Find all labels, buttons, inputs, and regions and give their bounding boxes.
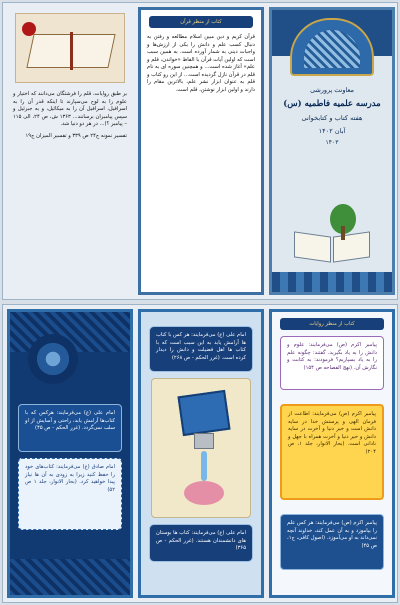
quote-card: امام صادق (ع) می‌فرمایند: کتاب‌های خود را حفظ کنید زیرا به زودی به آن ها نیاز پیدا خواهید کرد. (بحار الانوار، جلد ۱ ص ۵۲): [18, 458, 122, 530]
panel-bottom-left: [7, 309, 133, 598]
quote-card: امام علی (ع) می‌فرمایند: کتاب ها بوستان های دانشمندان هستند. (غرر الحکم - ص ۳۶۵): [149, 524, 253, 562]
book-tree-illustration: [292, 204, 372, 266]
paragraph: بر طبق روایات، قلم را فرشتگان می‌دانند که اختیار و علوم را به لوح می‌سپارند تا اینکه قدر آن را به اسرافیل، اسرافیل آن را به میکائیل، و به جبرئیل و سپس پیامبران برسانند... ۱۳۶۳ ش، ص ۲۴، الی ۱۱۵ – پیامبر ؟)... در هر دو دنیا شد.: [13, 91, 127, 128]
brain-icon: [184, 481, 224, 505]
book-faucet-illustration: [151, 378, 251, 518]
citation: تفسیر نمونه ج۲۴ ص ۳۳۹ و تفسیر المیزان ج۱۹: [25, 132, 127, 139]
book-page-left: [294, 231, 331, 262]
panel-top-left: [7, 7, 133, 295]
panel-top-middle: [138, 7, 264, 295]
quote-card: پیامبر اکرم (ص) می‌فرمایند: علوم و دانش را به یاد بگیرید. گفتند: چگونه علم را به یاد بسپاریم؟ فرمودند: به کتابت و نگارش آن. (نهج الفصاحه ص ۱۵۴): [280, 336, 384, 390]
section-header: کتاب از منظر روایات: [280, 318, 384, 330]
department-name: معاونت پرورشی: [310, 86, 354, 94]
tree-trunk: [341, 226, 345, 240]
quote-card: پیامبر اکرم (ص) می‌فرمایند: هر کس علم را بیاموزد و به آن عمل کند، خداوند آنچه نمی‌داند به او می‌آموزد. (اصول کافی، ج۱، ص ۴۵): [280, 514, 384, 570]
book-page-right: [333, 231, 370, 262]
event-title: هفته کتاب و کتابخوانی: [301, 114, 363, 123]
panel-cover: [269, 7, 395, 295]
brochure-inside: [2, 304, 398, 603]
cover-footer-band: [272, 272, 392, 292]
body-text: قرآن کریم و دین مبین اسلام مطالعه و رفتن به دنبال کسب علم و دانش را یکی از ارزش‌ها و واجبات دینی به شمار آورده است. به همین سبب است که اولین آیات قرآن با الفاظ «خواندن، قلم و علم» آغاز شده است... و همچنین سوره ای به نام قلم در قرآن نازل گردیده است... از این رو کتاب و قلم به عنوان ابزار نشر علم، بالاترین مقام را دارند و اولین ابزار نوشتن، قلم است.: [147, 34, 255, 93]
ribbon-bookmark: [70, 32, 73, 70]
school-name: مدرسه علمیه فاطمیه (س): [283, 99, 381, 110]
quote-card: امام علی (ع) می‌فرمایند: هرکس که با کتاب‌ها آرامش یابد، راحتی و آسایش از او سلب نمی‌گردد. (غرر الحکم - ص ۴۵): [18, 404, 122, 452]
quote-card: امام علی (ع) می‌فرمایند: هر کس با کتاب ها آرامش یابد به این سبب است که با کتاب ها اهل فضیلت و دانش را دیدار کرده است. (غرر الحکم - ص ۲۶۸): [149, 326, 253, 372]
islamic-pattern-medallion: [28, 334, 78, 384]
faucet-icon: [194, 433, 214, 449]
water-stream: [201, 451, 207, 481]
quote-card-highlight: پیامبر اکرم (ص) می‌فرمایند: اطاعت از فرمان الهی و پرستش خدا در سایه دانش است و خیر دنیا و آخرت در سایه دانش و خیر دنیا و آخرت همراه با جهل و نادانی است. (بحار الانوار، جلد ۱، ص ۲۰۴): [280, 404, 384, 500]
brochure-outside: [2, 2, 398, 300]
year: ۱۴۰۳: [325, 139, 339, 147]
body-text: [13, 91, 127, 140]
cover-title-block: [280, 84, 384, 149]
panel-bottom-right: [269, 309, 395, 598]
book-icon: [177, 390, 230, 436]
ornament-bottom: [10, 559, 130, 595]
panel-bottom-middle: [138, 309, 264, 598]
event-date: آبان ۱۴۰۲: [318, 126, 346, 135]
section-header: کتاب از منظر قرآن: [149, 16, 253, 28]
tile-pattern: [304, 30, 360, 68]
quran-image: [15, 13, 125, 83]
